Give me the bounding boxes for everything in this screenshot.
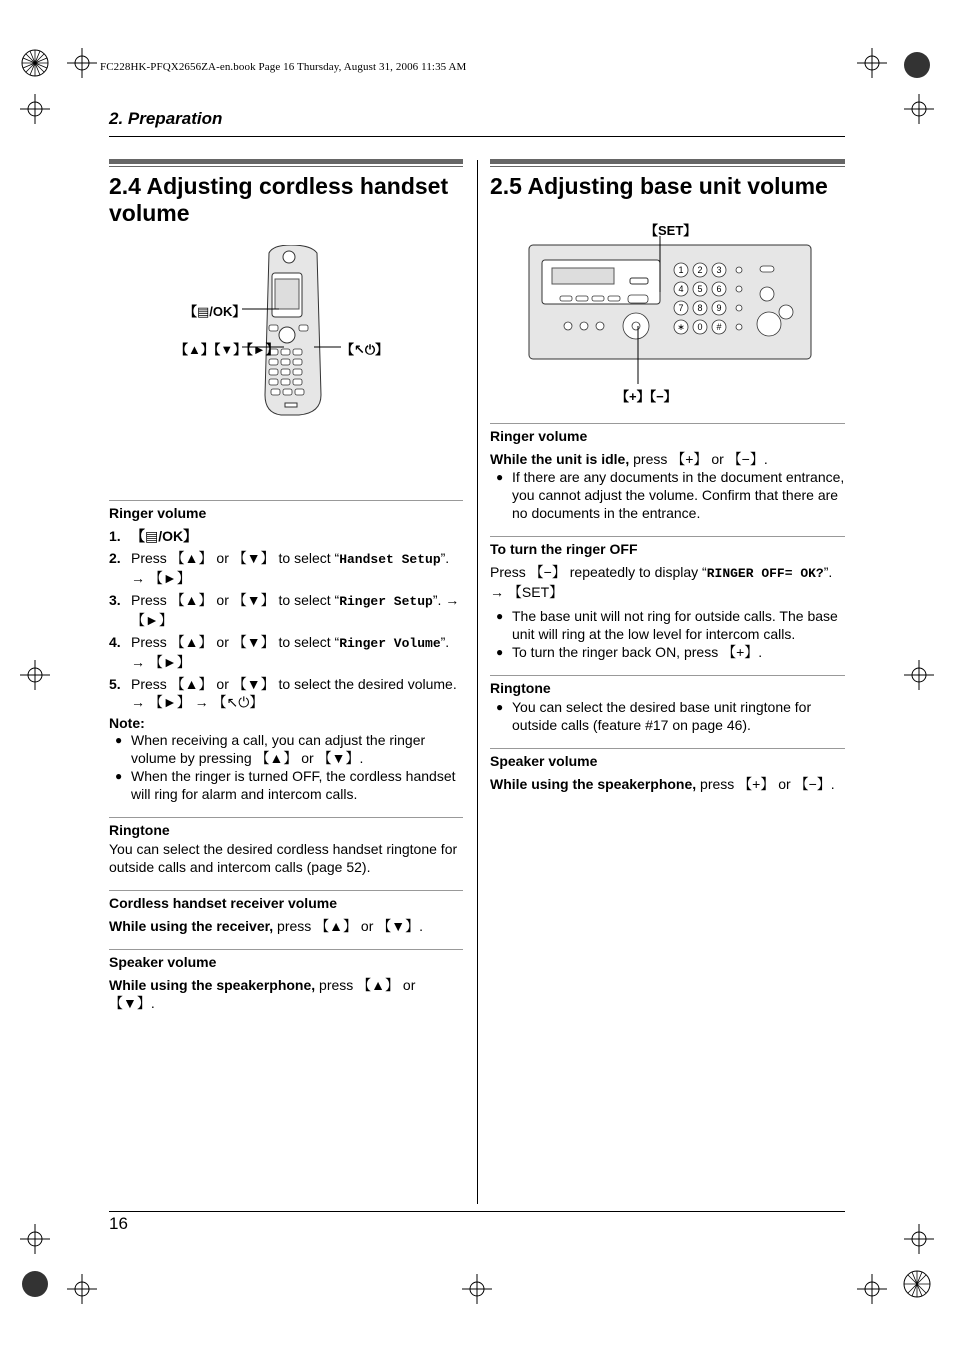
crosshair-mark [904, 94, 934, 124]
heading-ringer-volume: Ringer volume [109, 505, 207, 521]
keypad-digit-3: 3 [716, 265, 722, 275]
keypad-digit-hash: # [716, 322, 722, 332]
note-item: ● When receiving a call, you can adjust the ringer volume by pressing 【▲】 or 【▼】. [115, 732, 426, 766]
callout-menu-ok: 【▤/OK】 [184, 304, 246, 319]
crosshair-mark [462, 1274, 492, 1304]
page-number: 16 [109, 1214, 128, 1233]
callout-nav-keys: 【▲】【▼】【►】 [175, 342, 279, 357]
section-header: 2. Preparation [109, 109, 223, 128]
title-bar [490, 159, 845, 164]
heading-speaker-volume: Speaker volume [490, 753, 598, 769]
crosshair-mark [20, 660, 50, 690]
keypad-digit-5: 5 [697, 284, 703, 294]
bullet-item: ● You can select the desired base unit ringtone for outside calls (feature #17 on page 46). [496, 699, 812, 733]
column-divider [477, 160, 478, 1204]
registration-mark-starburst [20, 48, 50, 78]
left-column [109, 159, 463, 1012]
callout-lines [109, 227, 463, 432]
keypad-digit-7: 7 [678, 303, 684, 313]
crosshair-mark [67, 1274, 97, 1304]
heading-ringer-volume: Ringer volume [490, 428, 588, 444]
base-callout-lines [490, 200, 845, 410]
step-2: 2. Press 【▲】 or 【▼】 to select “Handset Setup”. → 【►】 [109, 550, 450, 586]
crosshair-mark [904, 660, 934, 690]
callout-set: 【SET】 [645, 223, 697, 238]
heading-receiver-volume: Cordless handset receiver volume [109, 895, 337, 911]
base-unit-illustration [490, 200, 845, 410]
ringer-steps [109, 527, 463, 711]
right-column [490, 159, 845, 793]
step-3: 3. Press 【▲】 or 【▼】 to select “Ringer Setup”. → 【►】 [109, 592, 460, 628]
note-item: ● When the ringer is turned OFF, the cordless handset will ring for alarm and intercom calls. [115, 768, 456, 802]
base-speaker-volume-block: Speaker volume While using the speakerphone, press 【+】 or 【−】. [490, 753, 845, 793]
receiver-volume-block: Cordless handset receiver volume While using the receiver, press 【▲】 or 【▼】. [109, 895, 463, 935]
registration-mark-starburst [902, 1269, 932, 1299]
keypad-digit-4: 4 [678, 284, 684, 294]
crosshair-mark [67, 48, 97, 78]
heading-ringtone: Ringtone [109, 822, 170, 838]
note-list [109, 731, 463, 803]
ringtone-block [109, 822, 463, 876]
keypad-digit-star: ∗ [677, 322, 685, 332]
speaker-volume-block: Speaker volume While using the speakerphone, press 【▲】 or 【▼】. [109, 954, 463, 1012]
bullet-item: ● If there are any documents in the document entrance, you cannot adjust the volume. Confirm that there are no documents in the entrance. [496, 469, 845, 521]
heading-ringtone: Ringtone [490, 680, 551, 696]
callout-plus-minus: 【+】【−】 [616, 389, 677, 404]
heading-ringer-off: To turn the ringer OFF [490, 541, 638, 557]
step-5: 5. Press 【▲】 or 【▼】 to select the desired volume. → 【►】 → 【↖⏻】 [109, 676, 457, 710]
title-bar [109, 159, 463, 164]
header-rule [109, 136, 845, 137]
ringer-volume-block [109, 505, 463, 803]
bullet-item: ● To turn the ringer back ON, press 【+】. [496, 644, 763, 660]
crosshair-mark [20, 94, 50, 124]
base-ringer-volume-block: Ringer volume While the unit is idle, press 【+】 or 【−】. ● If there are any documents in the document entrance, you cannot adjust the volume. Confirm that there are no documents in the entrance. [490, 428, 845, 521]
handset-illustration [109, 227, 463, 432]
bullet-item: ● The base unit will not ring for outside calls. The base unit will ring at the low level for intercom calls. [496, 608, 838, 642]
section-title-base: 2.5 Adjusting base unit volume [490, 173, 828, 199]
crosshair-mark [857, 48, 887, 78]
keypad-digit-8: 8 [697, 303, 703, 313]
crosshair-mark [857, 1274, 887, 1304]
ringtone-text: You can select the desired cordless handset ringtone for outside calls and intercom calls (page 52). [109, 841, 458, 875]
heading-speaker-volume: Speaker volume [109, 954, 217, 970]
registration-mark-dark [902, 50, 932, 80]
crosshair-mark [20, 1224, 50, 1254]
keypad-digit-1: 1 [678, 265, 684, 275]
note-label: Note: [109, 715, 145, 731]
crosshair-mark [904, 1224, 934, 1254]
step-1: 1. 【▤/OK】 [109, 528, 198, 544]
keypad-digit-0: 0 [697, 322, 703, 332]
registration-mark-dark [20, 1269, 50, 1299]
base-ringtone-block [490, 680, 845, 734]
keypad-digit-2: 2 [697, 265, 703, 275]
keypad-digit-9: 9 [716, 303, 722, 313]
callout-off-key: 【↖⏻】 [341, 342, 389, 357]
step-4: 4. Press 【▲】 or 【▼】 to select “Ringer Volume”. → 【►】 [109, 634, 450, 670]
footer-rule [109, 1211, 845, 1212]
keypad-digit-6: 6 [716, 284, 722, 294]
section-title-handset: 2.4 Adjusting cordless handset volume [109, 173, 449, 226]
book-header: FC228HK-PFQX2656ZA-en.book Page 16 Thursday, August 31, 2006 11:35 AM [100, 61, 467, 73]
ringer-off-block: To turn the ringer OFF Press 【−】 repeatedly to display “RINGER OFF= OK?”. → 【SET】 ● The base unit will not ring for outside calls. The base unit will ring at the low level for intercom calls. ● To turn the ringer back ON, press 【+】. [490, 541, 845, 661]
